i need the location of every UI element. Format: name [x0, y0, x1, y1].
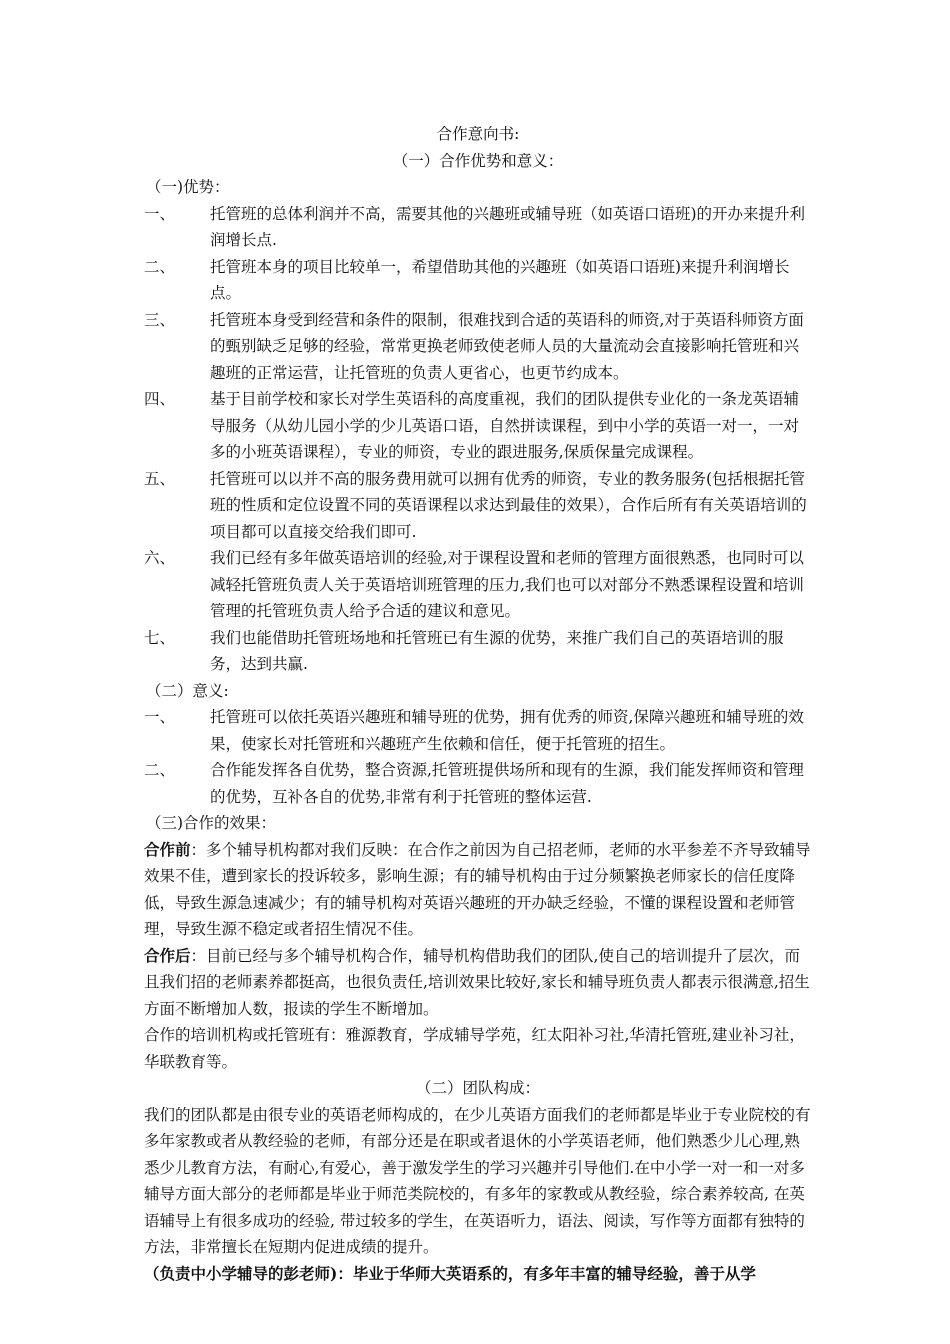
- list-item: [144, 201, 812, 254]
- document-body: [144, 121, 812, 1287]
- list-item-text: 托管班可以以并不高的服务费用就可以拥有优秀的师资，专业的教务服务(包括根据托管班的性质和定位设置不同的英语课程以求达到最佳的效果），合作后所有有关英语培训的项目都可以直接交给我们即可.: [210, 469, 807, 541]
- list-item-number: 二、: [144, 257, 176, 276]
- list-item-number: 一、: [144, 708, 176, 726]
- list-item-number: 七、: [144, 628, 176, 647]
- list-item-number: 三、: [144, 310, 176, 329]
- partners-paragraph: 合作的培训机构或托管班有：雅源教育，学成辅导学苑，红太阳补习社,华清托管班,建业补习社，华联教育等。: [144, 1026, 805, 1071]
- list-item-text: 托管班的总体利润并不高，需要其他的兴趣班或辅导班（如英语口语班)的开办来提升利润增长点.: [210, 204, 806, 249]
- list-item: [144, 254, 812, 307]
- effects-before-paragraph: [144, 837, 812, 943]
- list-item: [144, 545, 812, 625]
- list-item-text: 托管班本身受到经营和条件的限制，很难找到合适的英语科的师资,对于英语科师资方面的甄别缺乏足够的经验，常常更换老师致使老师人员的大量流动会直接影响托管班和兴趣班的正常运营，让托管班的负责人更省心，也更节约成本。: [210, 310, 804, 382]
- list-item-text: 基于目前学校和家长对学生英语科的高度重视，我们的团队提供专业化的一条龙英语辅导服务（从幼儿园小学的少儿英语口语，自然拼读课程，到中小学的英语一对一，一对多的小班英语课程），专业的师资，专业的跟进服务,保质保量完成课程。: [210, 390, 800, 461]
- list-item: [144, 307, 812, 387]
- before-label: 合作前: [144, 839, 191, 859]
- significance-heading: （二）意义:: [146, 681, 229, 700]
- list-item-number: 五、: [144, 469, 176, 488]
- list-item-text: 合作能发挥各自优势，整合资源,托管班提供场所和现有的生源，我们能发挥师资和管理的优势，互补各自的优势,非常有利于托管班的整体运营.: [210, 761, 804, 806]
- list-item-text: 托管班可以依托英语兴趣班和辅导班的优势，拥有优秀的师资,保障兴趣班和辅导班的效果，使家长对托管班和兴趣班产生依赖和信任，便于托管班的招生。: [210, 708, 804, 753]
- list-item-number: 一、: [144, 204, 176, 223]
- list-item-text: 我们已经有多年做英语培训的经验,对于课程设置和老师的管理方面很熟悉，也同时可以减轻托管班负责人关于英语培训班管理的压力,我们也可以对部分不熟悉课程设置和培训管理的托管班负责人给予合适的建议和意见。: [210, 549, 804, 620]
- list-item: [144, 386, 812, 466]
- list-item-number: 二、: [144, 761, 176, 779]
- list-item-number: 四、: [144, 390, 176, 408]
- section-title-advantages-significance: （一）合作优势和意义：: [392, 151, 564, 170]
- advantages-heading: （一)优势：: [146, 178, 230, 196]
- after-text: ：目前已经与多个辅导机构合作，辅导机构借助我们的团队,使自己的培训提升了层次，而且我们招的老师素养都挺高，也很负责任,培训效果比较好,家长和辅导班负责人都表示很满意,招生方面不断增加人数，报读的学生不断增加。: [144, 946, 810, 1018]
- list-item: [144, 757, 812, 810]
- team-paragraph: 我们的团队都是由很专业的英语老师构成的，在少儿英语方面我们的老师都是毕业于专业院校的有多年家教或者从教经验的老师，有部分还是在职或者退休的小学英语老师，他们熟悉少儿心理,熟悉少儿教育方法，有耐心,有爱心，善于激发学生的学习兴趣并引导他们.在中小学一对一和一对多辅导方面大部分的老师都是毕业于师范类院校的，有多年的家教或从教经验，综合素养较高, 在英语辅导上有很多成功的经验, 带过较多的学生，在英语听力，语法、阅读，写作等方面都有独特的方法，非常擅长在短期内促进成绩的提升。: [144, 1105, 811, 1256]
- before-text: ：多个辅导机构都对我们反映：在合作之前因为自己招老师，老师的水平参差不齐导致辅导效果不佳，遭到家长的投诉较多，影响生源；有的辅导机构由于过分频繁换老师家长的信任度降低，导致生源急速减少；有的辅导机构对英语兴趣班的开办缺乏经验，不懂的课程设置和老师管理，导致生源不稳定或者招生情况不佳。: [144, 840, 811, 938]
- team-section-title: （二）团队构成：: [415, 1079, 540, 1097]
- list-item: [144, 466, 812, 546]
- effects-after-paragraph: [144, 943, 812, 1023]
- list-item-number: 六、: [144, 549, 176, 567]
- list-item: [144, 704, 812, 757]
- teacher-intro-line: （负责中小学辅导的彭老师)：毕业于华师大英语系的，有多年丰富的辅导经验，善于从学: [144, 1263, 756, 1283]
- after-label: 合作后: [144, 945, 191, 965]
- list-item-text: 托管班本身的项目比较单一，希望借助其他的兴趣班（如英语口语班)来提升利润增长点。: [210, 257, 790, 302]
- document-title: 合作意向书:: [436, 125, 520, 143]
- list-item-text: 我们也能借助托管班场地和托管班已有生源的优势，来推广我们自己的英语培训的服务，达到共赢.: [210, 628, 784, 673]
- effects-heading: （三)合作的效果：: [146, 814, 277, 832]
- list-item: [144, 625, 812, 678]
